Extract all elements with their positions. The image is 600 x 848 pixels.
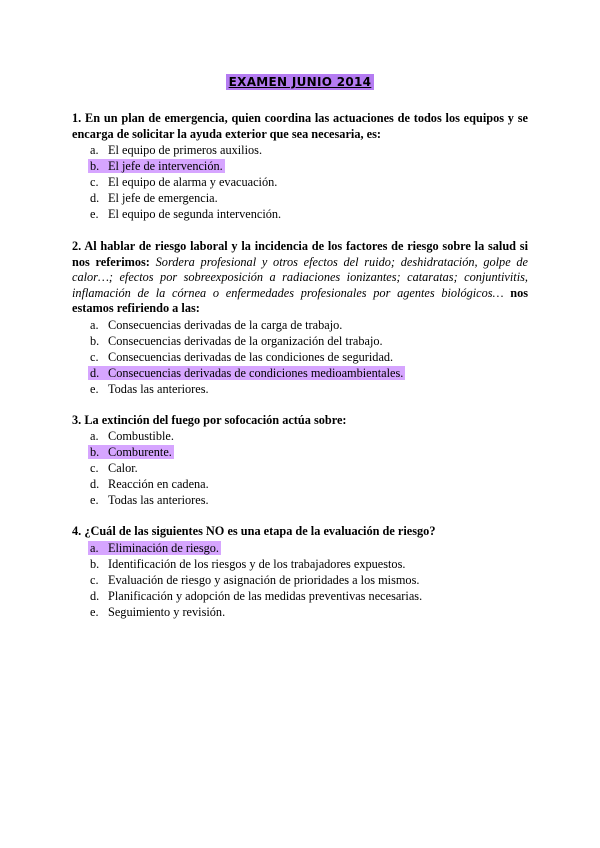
options-list <box>72 428 528 508</box>
question-text <box>72 239 528 317</box>
option-b-highlighted <box>72 158 528 174</box>
option-text: Reacción en cadena. <box>108 477 209 491</box>
options-list <box>72 142 528 222</box>
option-c <box>72 349 528 365</box>
option-letter: b. <box>90 333 100 348</box>
option-letter: d. <box>90 477 100 491</box>
question-text <box>72 111 528 142</box>
option-text: Consecuencias derivadas de la organización del trabajo. <box>108 333 383 348</box>
option-e <box>72 206 528 222</box>
option-text: El equipo de alarma y evacuación. <box>108 175 278 189</box>
question-statement-end: nos estamos refiriendo a las: <box>72 285 529 315</box>
option-c <box>72 572 528 588</box>
option-letter: d. <box>90 191 100 205</box>
option-letter: c. <box>90 572 99 587</box>
question-statement: En un plan de emergencia, quien coordina las actuaciones de todos los equipos y se encarga de solicitar la ayuda exterior que sea necesaria, es: <box>72 111 528 141</box>
option-text: El jefe de intervención. <box>108 159 223 173</box>
option-e <box>72 492 528 508</box>
option-letter: b. <box>90 159 100 173</box>
option-d <box>72 190 528 206</box>
option-letter: b. <box>90 556 100 571</box>
option-c <box>72 460 528 476</box>
option-letter: e. <box>90 604 99 619</box>
option-b <box>72 556 528 572</box>
option-letter: e. <box>90 381 99 396</box>
option-text: Comburente. <box>108 445 172 459</box>
option-text: Combustible. <box>108 429 174 443</box>
question-statement: ¿Cuál de las siguientes NO es una etapa de la evaluación de riesgo? <box>84 524 436 538</box>
option-b-highlighted <box>72 444 528 460</box>
option-letter: e. <box>90 207 99 221</box>
question-3 <box>72 413 528 509</box>
option-d <box>72 588 528 604</box>
option-letter: c. <box>90 461 99 475</box>
question-italic-text: Sordera profesional y otros efectos del ruido; deshidratación, golpe de calor…; efectos por sobreexposición a radiaciones ionizantes; cataratas; conjuntivitis, inflamación de la córnea o enfermedades profesionales por agentes biológicos… <box>72 254 528 300</box>
option-text: Todas las anteriores. <box>108 381 209 396</box>
option-b <box>72 333 528 349</box>
option-d <box>72 476 528 492</box>
option-d-highlighted <box>72 365 528 381</box>
question-statement: Al hablar de riesgo laboral y la incidencia de los factores de riesgo sobre la salud si nos referimos: <box>72 239 528 269</box>
option-e <box>72 604 528 620</box>
option-letter: a. <box>90 317 99 332</box>
option-letter: c. <box>90 349 99 364</box>
question-statement: La extinción del fuego por sofocación actúa sobre: <box>84 412 347 427</box>
option-text: Todas las anteriores. <box>108 493 209 507</box>
option-text: Evaluación de riesgo y asignación de prioridades a los mismos. <box>108 572 420 587</box>
option-text: Planificación y adopción de las medidas preventivas necesarias. <box>108 588 423 603</box>
option-letter: a. <box>90 429 99 443</box>
option-letter: d. <box>90 588 100 603</box>
option-text: Consecuencias derivadas de condiciones medioambientales. <box>108 365 404 380</box>
question-number: 1. <box>72 111 82 125</box>
option-c <box>72 174 528 190</box>
option-letter: e. <box>90 493 99 507</box>
option-a-highlighted <box>72 540 528 556</box>
option-letter: a. <box>90 143 99 157</box>
question-4 <box>72 524 528 620</box>
option-text: Eliminación de riesgo. <box>108 540 219 555</box>
option-letter: c. <box>90 175 99 189</box>
option-text: Consecuencias derivadas de las condiciones de seguridad. <box>108 349 394 364</box>
exam-title: EXAMEN JUNIO 2014 <box>226 74 375 90</box>
option-a <box>72 317 528 333</box>
options-list <box>72 540 528 620</box>
option-text: Identificación de los riesgos y de los trabajadores expuestos. <box>108 556 406 571</box>
exam-content <box>72 111 528 620</box>
option-a <box>72 142 528 158</box>
option-text: Calor. <box>108 461 138 475</box>
question-2 <box>72 239 528 397</box>
option-letter: b. <box>90 445 100 459</box>
option-letter: d. <box>90 365 100 380</box>
option-text: Seguimiento y revisión. <box>108 604 226 619</box>
option-text: Consecuencias derivadas de la carga de trabajo. <box>108 317 343 332</box>
question-number: 4. <box>72 524 82 538</box>
option-text: El jefe de emergencia. <box>108 191 218 205</box>
option-text: El equipo de primeros auxilios. <box>108 143 263 157</box>
option-letter: a. <box>90 540 99 555</box>
options-list <box>72 317 528 397</box>
question-number: 2. <box>72 239 82 253</box>
option-text: El equipo de segunda intervención. <box>108 207 282 221</box>
question-text <box>72 524 528 540</box>
question-1 <box>72 111 528 222</box>
option-a <box>72 428 528 444</box>
question-text <box>72 413 528 429</box>
question-number: 3. <box>72 412 82 427</box>
option-e <box>72 381 528 397</box>
title-wrap <box>0 73 600 91</box>
